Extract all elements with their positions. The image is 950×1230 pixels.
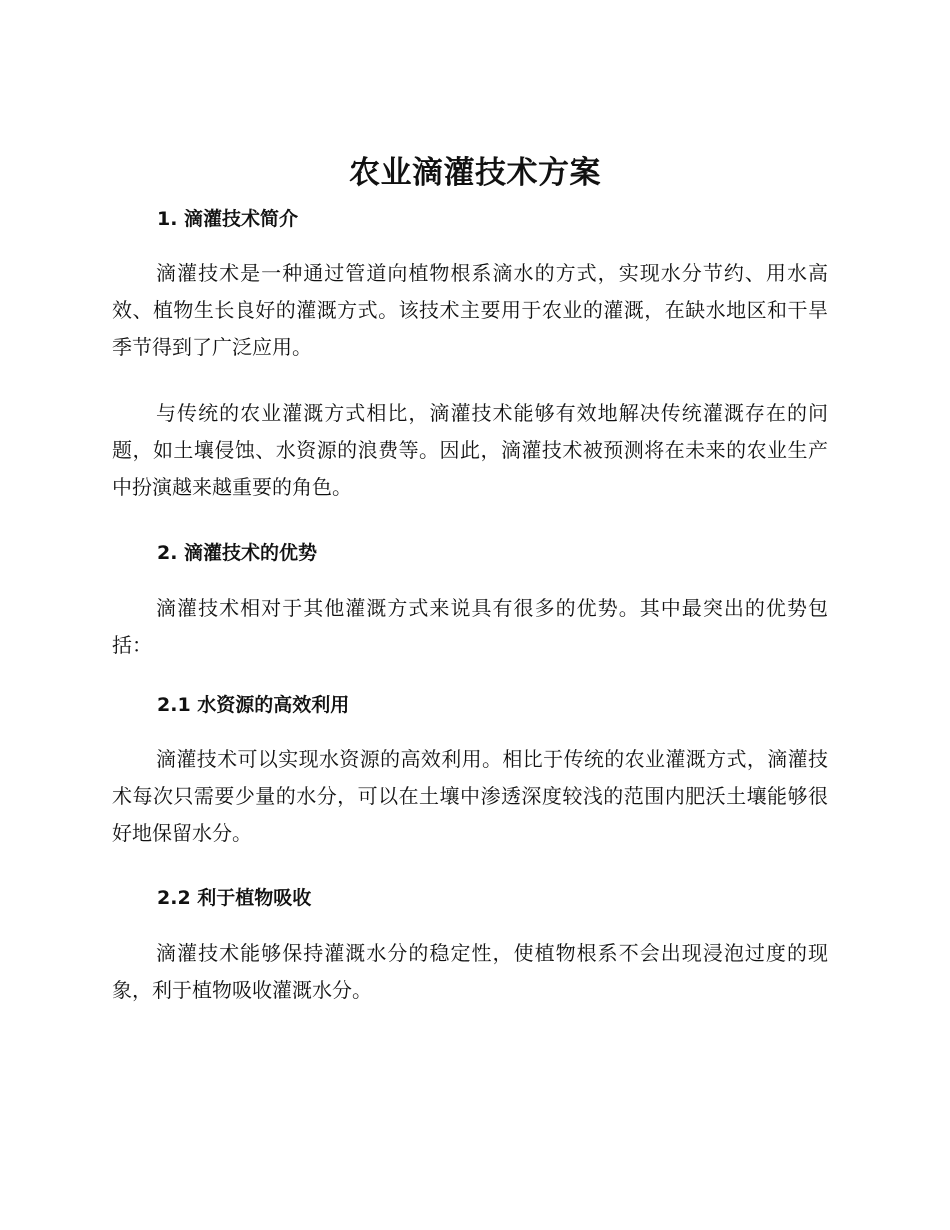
intro-paragraph-2: 与传统的农业灌溉方式相比，滴灌技术能够有效地解决传统灌溉存在的问题，如土壤侵蚀、水资源的浪费等。因此，滴灌技术被预测将在未来的农业生产中扮演越来越重要的角色。	[112, 401, 828, 499]
section-heading-intro: 1. 滴灌技术简介	[157, 208, 299, 230]
subsection-heading-plant-absorption: 2.2 利于植物吸收	[157, 887, 312, 909]
section-heading-advantages: 2. 滴灌技术的优势	[157, 542, 318, 564]
water-efficiency-paragraph: 滴灌技术可以实现水资源的高效利用。相比于传统的农业灌溉方式，滴灌技术每次只需要少量的水分，可以在土壤中渗透深度较浅的范围内肥沃土壤能够很好地保留水分。	[112, 747, 828, 845]
subsection-heading-water-efficiency: 2.1 水资源的高效利用	[157, 694, 350, 716]
intro-paragraph-1: 滴灌技术是一种通过管道向植物根系滴水的方式，实现水分节约、用水高效、植物生长良好的灌溉方式。该技术主要用于农业的灌溉，在缺水地区和干旱季节得到了广泛应用。	[112, 261, 828, 359]
document-title: 农业滴灌技术方案	[349, 155, 601, 191]
advantages-paragraph: 滴灌技术相对于其他灌溉方式来说具有很多的优势。其中最突出的优势包括：	[112, 596, 828, 657]
plant-absorption-paragraph: 滴灌技术能够保持灌溉水分的稳定性，使植物根系不会出现浸泡过度的现象，利于植物吸收灌溉水分。	[112, 941, 828, 1002]
